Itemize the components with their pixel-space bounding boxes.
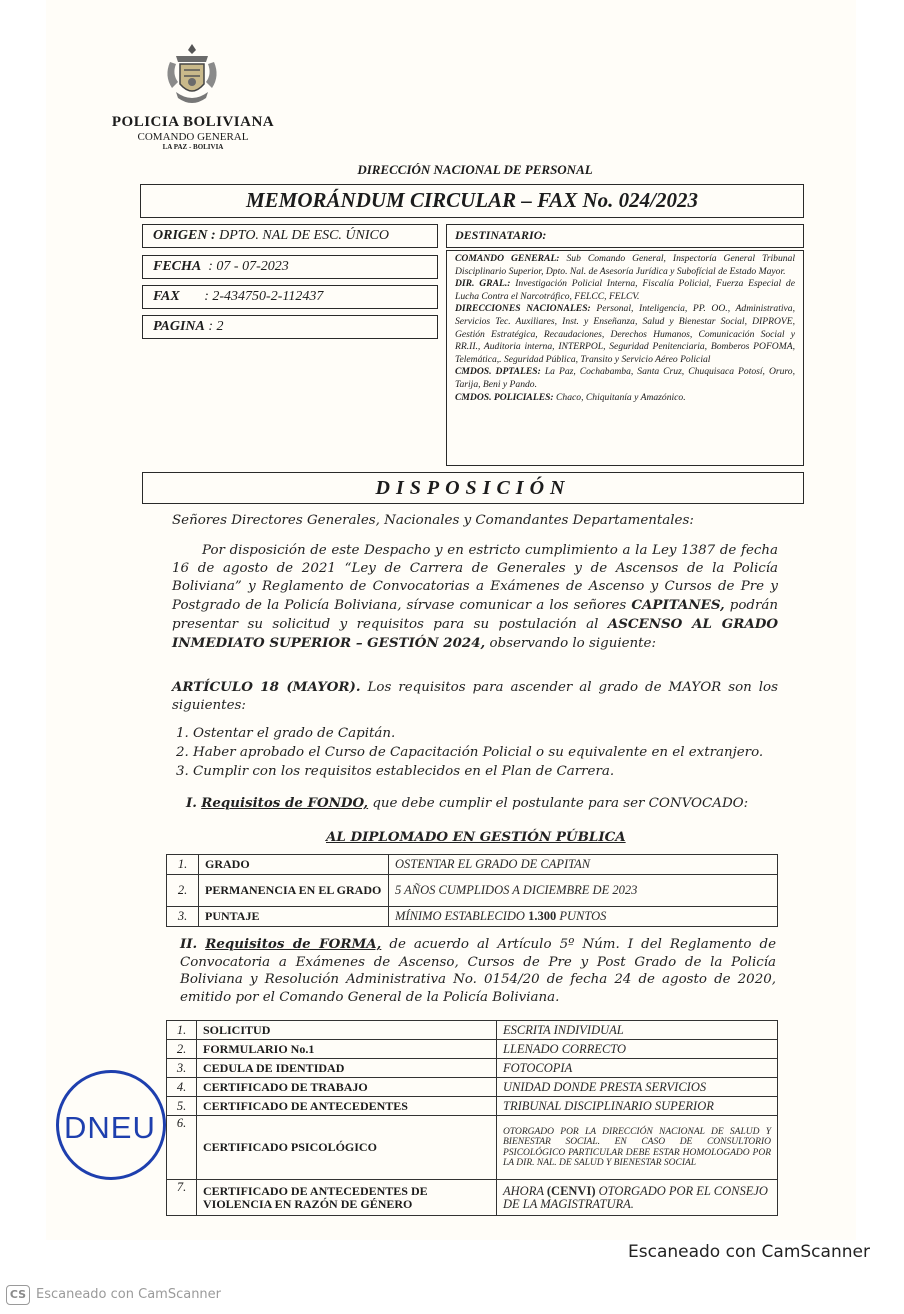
section-one-text: que debe cumplir el postulante para ser CONVOCADO: bbox=[368, 796, 749, 811]
table-row: 3. CEDULA DE IDENTIDAD FOTOCOPIA bbox=[167, 1059, 778, 1078]
stamp-text: DNEU bbox=[64, 1110, 156, 1145]
list-item: 1. Ostentar el grado de Capitán. bbox=[176, 726, 396, 741]
cmdos-dptales-label: CMDOS. DPTALES: bbox=[455, 366, 541, 378]
section-two-text: de acuerdo al Artículo 5º Núm. I del Reglamento de Convocatoria a Exámenes de Ascenso, Cursos de Pre y Post Grado de la Policía Boliviana y Resolución Administrativa No. 0154/20 de fecha 24 de agosto de 2020, emitido por el Comando General de la Policía Boliviana. bbox=[180, 937, 776, 1005]
para-text-2: podrán presentar su solicitud y requisitos para su postulación al bbox=[172, 598, 778, 632]
table-row: 2. PERMANENCIA EN EL GRADO 5 AÑOS CUMPLIDOS A DICIEMBRE DE 2023 bbox=[167, 875, 778, 907]
table-row: 4. CERTIFICADO DE TRABAJO UNIDAD DONDE PRESTA SERVICIOS bbox=[167, 1078, 778, 1097]
direction-title: DIRECCIÓN NACIONAL DE PERSONAL bbox=[357, 162, 593, 177]
table-row: 5. CERTIFICADO DE ANTECEDENTES TRIBUNAL DISCIPLINARIO SUPERIOR bbox=[167, 1097, 778, 1116]
para-text-3: observando lo siguiente: bbox=[485, 636, 656, 651]
camscanner-icon: CS bbox=[6, 1285, 30, 1305]
institution-block bbox=[88, 114, 298, 151]
article-paragraph bbox=[172, 678, 778, 715]
section-two-num: II. bbox=[180, 936, 198, 952]
memo-title: MEMORÁNDUM CIRCULAR – FAX No. 024/2023 bbox=[140, 184, 804, 218]
institution-name: POLICIA BOLIVIANA bbox=[111, 114, 275, 130]
date-field bbox=[142, 255, 438, 279]
scanner-watermark: Escaneado con CamScanner bbox=[628, 1242, 870, 1262]
table-row: 7. CERTIFICADO DE ANTECEDENTES DE VIOLENCIA EN RAZÓN DE GÉNERO AHORA (CENVI) OTORGADO POR EL CONSEJO DE LA MAGISTRATURA. bbox=[167, 1180, 778, 1216]
dir-nal-text: Personal, Inteligencia, PP. OO., Administrativa, Servicios Tec. Auxiliares, Inst. y Enseñanza, Salud y Bienestar Social, DIPROVE, Gestión Estratégica, Recaudaciones, Derechos Humanos, Comunicación Social y RR.II., Auditoria interna, INTERPOL, Seguridad Penitenciaria, Bomberos POFOMA, Telemática,. Seguridad Pública, Transito y Servicio Aéreo Policial bbox=[455, 303, 795, 365]
cmd-general-text: Sub Comando General, Inspectoría General Tribunal Disciplinario Superior, Dpto. Nal. de Asesoría Jurídica y Subofícial de Estado Mayor. bbox=[455, 253, 795, 277]
city-name: LA PAZ - BOLIVIA bbox=[162, 143, 224, 151]
salutation: Señores Directores Generales, Nacionales y Comandantes Departamentales: bbox=[172, 513, 694, 528]
cmdos-pol-label: CMDOS. POLICIALES: bbox=[455, 391, 554, 403]
requirements-list bbox=[176, 724, 792, 781]
recipient-label: DESTINATARIO: bbox=[446, 224, 804, 248]
main-paragraph bbox=[172, 542, 778, 653]
article-text: Los requisitos para ascender al grado de MAYOR son los siguientes: bbox=[172, 680, 778, 713]
fax-label: FAX bbox=[153, 289, 180, 304]
command-name: COMANDO GENERAL bbox=[137, 131, 249, 143]
list-item: 3. Cumplir con los requisitos establecidos en el Plan de Carrera. bbox=[176, 764, 615, 779]
section-one-num: I. bbox=[186, 795, 197, 811]
para-text-1: Por disposición de este Despacho y en estricto cumplimiento a la Ley 1387 de fecha 16 de agosto de 2021 “Ley de Carrera de Generales y de Ascensos de la Policía Boliviana” y Reglamento de Convocatorias a Exámenes de Ascenso y Cursos de Pre y Postgrado de la Policía Boliviana, sírvase comunicar a los señores bbox=[172, 543, 778, 613]
page-label: PAGINA bbox=[153, 319, 205, 334]
disposition-heading: DISPOSICIÓN bbox=[142, 472, 804, 504]
scanner-footer-text: Escaneado con CamScanner bbox=[36, 1287, 222, 1302]
dir-gral-text: Investigación Policial Interna, Fiscalía Policial, Fuerza Especial de Lucha Contra el Narcotráfico, FELCC, FELCV. bbox=[455, 278, 795, 302]
page-field bbox=[142, 315, 438, 339]
date-label: FECHA bbox=[153, 259, 202, 274]
table-row: 2. FORMULARIO No.1 LLENADO CORRECTO bbox=[167, 1040, 778, 1059]
origin-field bbox=[142, 224, 438, 248]
cmd-general-label: COMANDO GENERAL: bbox=[455, 253, 560, 264]
origin-value: DPTO. NAL DE ESC. ÚNICO bbox=[219, 228, 389, 243]
page-value: : 2 bbox=[208, 319, 224, 334]
cmdos-dptales-text: La Paz, Cochabamba, Santa Cruz, Chuquisaca Potosí, Oruro, Tarija, Beni y Pando. bbox=[455, 366, 795, 390]
table-row: 3. PUNTAJE MÍNIMO ESTABLECIDO 1.300 PUNTOS bbox=[167, 907, 778, 927]
section-one-heading bbox=[186, 794, 776, 813]
section-two-title: Requisitos de FORMA, bbox=[205, 936, 382, 952]
date-value: : 07 - 07-2023 bbox=[208, 259, 289, 274]
section-two-paragraph bbox=[180, 936, 776, 1006]
police-emblem-icon bbox=[162, 42, 222, 112]
dir-gral-label: DIR. GRAL.: bbox=[455, 278, 511, 290]
recipient-list bbox=[446, 250, 804, 466]
table-row: 1. SOLICITUD ESCRITA INDIVIDUAL bbox=[167, 1021, 778, 1040]
para-bold-2: ASCENSO AL GRADO INMEDIATO SUPERIOR – GESTIÓN 2024, bbox=[172, 616, 778, 651]
origin-label: ORIGEN : bbox=[153, 228, 216, 243]
fondo-requirements-table bbox=[166, 854, 778, 927]
dir-nal-label: DIRECCIONES NACIONALES: bbox=[455, 303, 591, 315]
para-bold-1: CAPITANES, bbox=[631, 597, 725, 613]
cmdos-pol-text: Chaco, Chiquitanía y Amazónico. bbox=[556, 391, 686, 403]
table-row: 1. GRADO OSTENTAR EL GRADO DE CAPITAN bbox=[167, 855, 778, 875]
list-item: 2. Haber aprobado el Curso de Capacitación Policial o su equivalente en el extranjero. bbox=[176, 745, 764, 760]
fax-value: : 2-434750-2-112437 bbox=[204, 289, 324, 304]
section-one-subtitle: AL DIPLOMADO EN GESTIÓN PÚBLICA bbox=[326, 829, 626, 845]
fax-field bbox=[142, 285, 438, 309]
forma-requirements-table bbox=[166, 1020, 778, 1216]
article-label: ARTÍCULO 18 (MAYOR). bbox=[172, 679, 361, 695]
table-row: 6. CERTIFICADO PSICOLÓGICO OTORGADO POR LA DIRECCIÓN NACIONAL DE SALUD Y BIENESTAR SOCIAL. EN CASO DE CONSULTORIO PSICOLÓGICO PARTICULAR DEBE ESTAR HOMOLOGADO POR LA DIR. NAL. DE SALUD Y BIENESTAR SOCIAL bbox=[167, 1116, 778, 1180]
section-one-title: Requisitos de FONDO, bbox=[201, 795, 369, 811]
